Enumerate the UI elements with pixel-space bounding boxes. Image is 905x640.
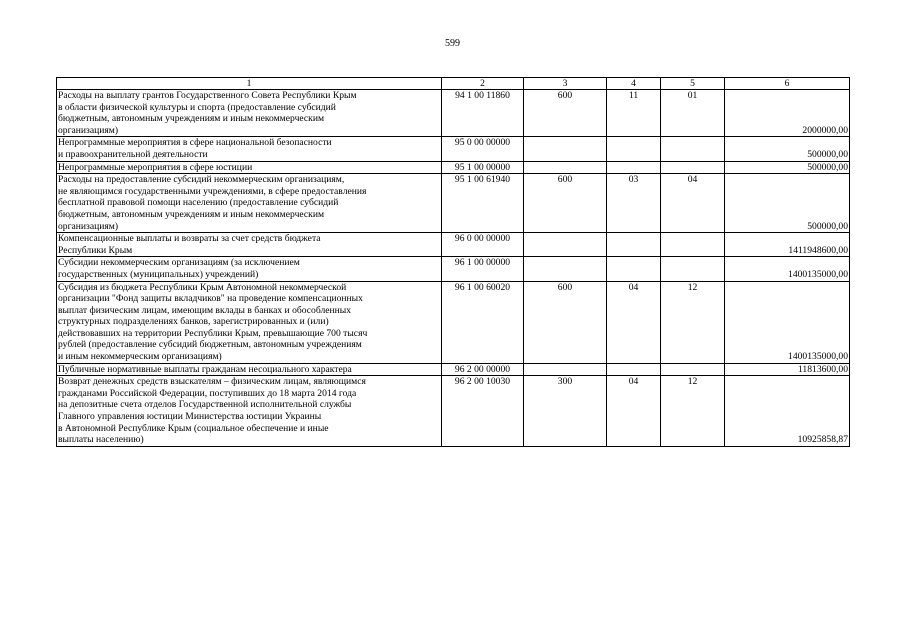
row-col-3: 300 xyxy=(524,376,607,447)
row-sum: 500000,00 xyxy=(725,137,850,161)
row-sum: 2000000,00 xyxy=(725,90,850,137)
row-sum: 11813600,00 xyxy=(725,363,850,376)
row-name xyxy=(57,363,442,376)
header-row xyxy=(57,78,850,90)
row-name-line: Непрограммные мероприятия в сфере юстиции xyxy=(58,161,253,173)
table-row xyxy=(57,281,850,363)
row-code: 96 1 00 60020 xyxy=(442,281,524,363)
row-name-line: выплаты населению) xyxy=(58,434,144,446)
row-col-5: 12 xyxy=(661,281,725,363)
row-name-line: Главного управления юстиции Министерства юстиции Украины xyxy=(58,411,322,423)
row-sum: 1400135000,00 xyxy=(725,281,850,363)
row-code: 95 0 00 00000 xyxy=(442,137,524,161)
row-name-line: Республики Крым xyxy=(58,244,133,256)
row-name-line: в области физической культуры и спорта (предоставление субсидий xyxy=(58,101,336,113)
row-name-line: бюджетным, автономным учреждениям и иным некоммерческим xyxy=(58,113,325,125)
row-sum: 1400135000,00 xyxy=(725,257,850,281)
row-code: 94 1 00 11860 xyxy=(442,90,524,137)
row-name-line: организации "Фонд защиты вкладчиков" на проведение компенсационных xyxy=(58,293,363,305)
row-name-line: не являющимся государственными учреждениями, в сфере предоставления xyxy=(58,185,367,197)
row-col-3: 600 xyxy=(524,174,607,233)
row-col-4 xyxy=(607,137,661,161)
table-row xyxy=(57,376,850,447)
header-col-6: 6 xyxy=(725,78,850,90)
row-name-line: Расходы на предоставление субсидий некоммерческим организациям, xyxy=(58,174,345,186)
row-name-line: в Автономной Республике Крым (социальное обеспечение и иные xyxy=(58,422,329,434)
row-col-5 xyxy=(661,363,725,376)
row-col-5 xyxy=(661,161,725,174)
header-col-2: 2 xyxy=(442,78,524,90)
row-name-line: бесплатной правовой помощи населению (предоставление субсидий xyxy=(58,197,339,209)
row-name-line: организациям) xyxy=(58,124,119,136)
row-code: 95 1 00 00000 xyxy=(442,161,524,174)
header-col-3: 3 xyxy=(524,78,607,90)
header-col-4: 4 xyxy=(607,78,661,90)
row-col-3 xyxy=(524,233,607,257)
table-row xyxy=(57,174,850,233)
row-col-4 xyxy=(607,363,661,376)
row-sum: 500000,00 xyxy=(725,161,850,174)
row-name-line: действовавших на территории Республики Крым, превышающие 700 тысяч xyxy=(58,327,368,339)
row-code: 96 0 00 00000 xyxy=(442,233,524,257)
row-col-5 xyxy=(661,137,725,161)
row-name-line: и иным некоммерческим организациям) xyxy=(58,351,222,363)
row-name-line: Расходы на выплату грантов Государственного Совета Республики Крым xyxy=(58,90,357,101)
table-row xyxy=(57,257,850,281)
row-col-5 xyxy=(661,257,725,281)
page-number: 599 xyxy=(445,38,460,49)
row-name xyxy=(57,174,442,233)
row-code: 96 2 00 00000 xyxy=(442,363,524,376)
row-name xyxy=(57,161,442,174)
row-name-line: структурных подразделениях банков, зарегистрированных и (или) xyxy=(58,316,329,328)
row-col-3 xyxy=(524,161,607,174)
table-row xyxy=(57,161,850,174)
row-name xyxy=(57,257,442,281)
row-name xyxy=(57,90,442,137)
table-row xyxy=(57,90,850,137)
row-code: 96 1 00 00000 xyxy=(442,257,524,281)
row-sum: 1411948600,00 xyxy=(725,233,850,257)
table-row xyxy=(57,233,850,257)
table-row xyxy=(57,363,850,376)
row-col-3: 600 xyxy=(524,90,607,137)
row-name-line: государственных (муниципальных) учреждений) xyxy=(58,268,259,280)
row-sum: 500000,00 xyxy=(725,174,850,233)
row-code: 95 1 00 61940 xyxy=(442,174,524,233)
budget-table-body xyxy=(57,78,850,447)
budget-table xyxy=(56,77,850,447)
row-col-4 xyxy=(607,257,661,281)
row-col-4 xyxy=(607,161,661,174)
row-col-3: 600 xyxy=(524,281,607,363)
row-sum: 10925858,87 xyxy=(725,376,850,447)
row-name xyxy=(57,233,442,257)
row-col-5: 01 xyxy=(661,90,725,137)
row-col-4: 11 xyxy=(607,90,661,137)
table-row xyxy=(57,137,850,161)
header-col-5: 5 xyxy=(661,78,725,90)
row-col-5: 12 xyxy=(661,376,725,447)
row-name xyxy=(57,137,442,161)
row-col-4 xyxy=(607,233,661,257)
row-name-line: выплат физическим лицам, имеющим вклады в банках и обособленных xyxy=(58,304,352,316)
row-code: 96 2 00 10030 xyxy=(442,376,524,447)
row-col-5 xyxy=(661,233,725,257)
row-col-3 xyxy=(524,257,607,281)
row-name-line: гражданами Российской Федерации, поступивших до 18 марта 2014 года xyxy=(58,387,357,399)
row-name-line: Публичные нормативные выплаты гражданам несоциального характера xyxy=(58,363,352,375)
row-name xyxy=(57,376,442,447)
row-col-3 xyxy=(524,363,607,376)
row-name-line: на депозитные счета отделов Государственной исполнительной службы xyxy=(58,399,352,411)
row-name-line: Компенсационные выплаты и возвраты за счет средств бюджета xyxy=(58,233,321,245)
header-col-1: 1 xyxy=(57,78,442,90)
row-col-4: 03 xyxy=(607,174,661,233)
row-name-line: Возврат денежных средств взыскателям – физическим лицам, являющимся xyxy=(58,376,366,388)
row-col-4: 04 xyxy=(607,376,661,447)
row-col-4: 04 xyxy=(607,281,661,363)
row-name-line: и правоохранительной деятельности xyxy=(58,148,208,160)
row-name-line: рублей (предоставление субсидий бюджетным, автономным учреждениям xyxy=(58,339,362,351)
row-name-line: бюджетным, автономным учреждениям и иным некоммерческим xyxy=(58,208,325,220)
row-col-5: 04 xyxy=(661,174,725,233)
row-name-line: Субсидия из бюджета Республики Крым Автономной некоммерческой xyxy=(58,281,347,293)
row-name-line: Субсидии некоммерческим организациям (за исключением xyxy=(58,257,300,269)
row-name-line: Непрограммные мероприятия в сфере национальной безопасности xyxy=(58,137,332,149)
row-name-line: организациям) xyxy=(58,220,119,232)
row-name xyxy=(57,281,442,363)
row-col-3 xyxy=(524,137,607,161)
